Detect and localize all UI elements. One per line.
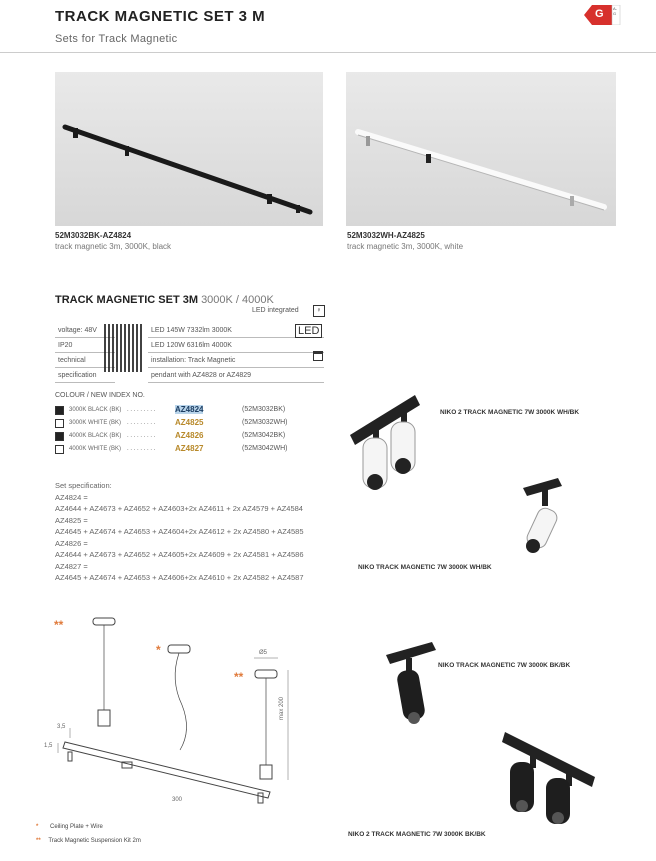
set-spec xyxy=(55,480,340,584)
spec-voltage: voltage: 48V xyxy=(55,323,115,338)
energy-label xyxy=(584,5,624,25)
set-spec-line: AZ4826 = xyxy=(55,538,88,548)
black-track-image xyxy=(55,72,323,226)
led-integrated-label: LED integrated xyxy=(252,307,299,314)
product-code-white: 52M3032WH-AZ4825 xyxy=(347,231,425,240)
spec-title xyxy=(55,294,274,306)
dim-35: 3,5 xyxy=(57,724,66,730)
old-index: (52M3042WH) xyxy=(242,445,288,452)
spec-led-3000: LED 145W 7332lm 3000K xyxy=(148,323,324,338)
page-subtitle: Sets for Track Magnetic xyxy=(55,33,178,45)
swatch xyxy=(55,432,64,441)
spec-led-4000: LED 120W 6316lm 4000K xyxy=(148,338,324,353)
list-item xyxy=(55,418,325,431)
new-index: AZ4826 xyxy=(175,431,204,440)
dim-diameter: Ø5 xyxy=(259,650,268,656)
colour-label: 4000K BLACK (BK) xyxy=(69,433,122,439)
fixture-niko2-wh-image xyxy=(345,380,455,500)
list-item xyxy=(55,444,325,457)
energy-class: G xyxy=(595,8,604,20)
fixture-niko-bk-image xyxy=(382,640,452,730)
fixture-niko-wh-image xyxy=(518,478,578,558)
page-title: TRACK MAGNETIC SET 3 M xyxy=(55,8,266,25)
header-divider xyxy=(0,52,656,53)
colour-index-header: COLOUR / NEW INDEX NO. xyxy=(55,392,145,399)
colour-dots: . . . . . . . . . xyxy=(127,446,156,452)
spec-ip: IP20 xyxy=(55,338,115,353)
old-index: (52M3032WH) xyxy=(242,419,288,426)
legend-mark: * xyxy=(36,824,39,830)
new-index: AZ4827 xyxy=(175,444,204,453)
set-spec-line: AZ4827 = xyxy=(55,561,88,571)
product-desc-white: track magnetic 3m, 3000K, white xyxy=(347,242,464,251)
fixture-label: NIKO TRACK MAGNETIC 7W 3000K WH/BK xyxy=(358,564,492,571)
swatch xyxy=(55,406,64,415)
colour-index-list xyxy=(55,405,325,457)
old-index: (52M3032BK) xyxy=(242,406,286,413)
white-track-image xyxy=(346,72,616,226)
spec-installation: installation: Track Magnetic xyxy=(148,353,324,368)
legend-text: Ceiling Plate + Wire xyxy=(50,824,103,830)
bulb-icon: ♀ xyxy=(313,305,325,317)
new-index: AZ4824 xyxy=(175,405,204,414)
fixture-label: NIKO 2 TRACK MAGNETIC 7W 3000K BK/BK xyxy=(348,831,486,838)
spec-specification: specification xyxy=(55,368,115,383)
legend-item xyxy=(36,824,103,830)
set-spec-line: AZ4645 + AZ4674 + AZ4653 + AZ4606+2x AZ4610 + 2x AZ4582 + AZ4587 xyxy=(55,573,304,582)
star-double-marker: ** xyxy=(234,670,244,684)
legend-item xyxy=(36,838,141,844)
spec-title-bold: TRACK MAGNETIC SET 3M xyxy=(55,294,198,306)
spec-pendant: pendant with AZ4828 or AZ4829 xyxy=(148,368,324,383)
qr-code xyxy=(104,324,144,372)
set-spec-line: AZ4645 + AZ4674 + AZ4653 + AZ4604+2x AZ4612 + 2x AZ4580 + AZ4585 xyxy=(55,527,304,536)
old-index: (52M3042BK) xyxy=(242,432,286,439)
colour-dots: . . . . . . . . . xyxy=(127,407,156,413)
product-desc-black: track magnetic 3m, 3000K, black xyxy=(55,242,172,251)
legend-mark: ** xyxy=(36,838,41,844)
spec-technical: technical xyxy=(55,353,115,368)
set-spec-line: AZ4644 + AZ4673 + AZ4652 + AZ4605+2x AZ4609 + 2x AZ4581 + AZ4586 xyxy=(55,550,304,559)
set-spec-line: AZ4825 = xyxy=(55,515,88,525)
energy-scale: A-G xyxy=(613,6,617,16)
colour-label: 3000K WHITE (BK) xyxy=(69,420,122,426)
star-double-marker: ** xyxy=(54,618,64,632)
led-badge: LED xyxy=(295,324,322,338)
swatch xyxy=(55,419,64,428)
dim-15: 1,5 xyxy=(44,743,53,749)
spec-title-light: 3000K / 4000K xyxy=(201,294,274,306)
colour-label: 4000K WHITE (BK) xyxy=(69,446,122,452)
colour-dots: . . . . . . . . . xyxy=(127,433,156,439)
new-index: AZ4825 xyxy=(175,418,204,427)
legend-text: Track Magnetic Suspension Kit 2m xyxy=(48,838,141,844)
fixture-label: NIKO TRACK MAGNETIC 7W 3000K BK/BK xyxy=(438,662,571,669)
track-icon xyxy=(313,351,323,361)
colour-dots: . . . . . . . . . xyxy=(127,420,156,426)
swatch xyxy=(55,445,64,454)
fixture-niko2-bk-image xyxy=(500,722,610,832)
set-spec-header: Set specification: xyxy=(55,481,112,490)
dim-max: max 200 xyxy=(279,696,285,720)
product-photo-black xyxy=(55,72,323,226)
list-item xyxy=(55,431,325,444)
list-item xyxy=(55,405,325,418)
set-spec-line: AZ4644 + AZ4673 + AZ4652 + AZ4603+2x AZ4611 + 2x AZ4579 + AZ4584 xyxy=(55,504,303,513)
technical-drawing xyxy=(30,610,320,820)
colour-label: 3000K BLACK (BK) xyxy=(69,407,122,413)
dim-300: 300 xyxy=(172,797,183,803)
product-code-black: 52M3032BK-AZ4824 xyxy=(55,231,132,240)
fixture-label: NIKO 2 TRACK MAGNETIC 7W 3000K WH/BK xyxy=(440,409,580,416)
star-single-marker: * xyxy=(156,643,161,657)
product-photo-white xyxy=(346,72,616,226)
set-spec-line: AZ4824 = xyxy=(55,492,88,502)
